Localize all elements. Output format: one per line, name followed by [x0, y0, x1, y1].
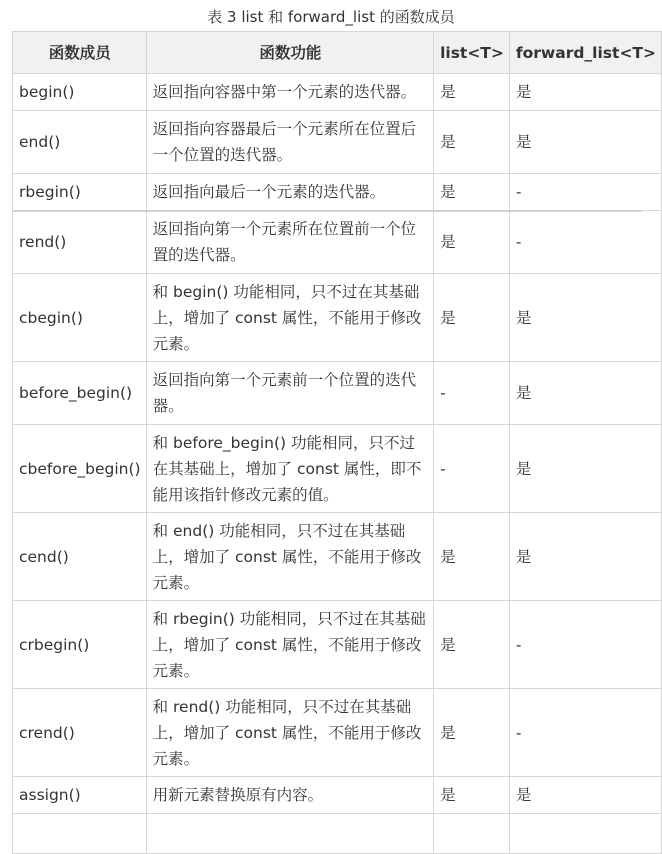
- table-caption: 表 3 list 和 forward_list 的函数成员: [207, 8, 455, 26]
- forward-list-support: 是: [509, 777, 661, 814]
- table-row: [13, 74, 662, 111]
- member-description-cut: [146, 814, 433, 854]
- row-separator: [12, 210, 642, 212]
- forward-list-support: -: [509, 174, 661, 211]
- header-member: 函数成员: [13, 32, 147, 74]
- header-list: list<T>: [434, 32, 510, 74]
- table-row: [13, 689, 662, 777]
- list-support: 是: [434, 601, 510, 689]
- member-description: 返回指向第一个元素前一个位置的迭代器。: [146, 362, 433, 425]
- header-function: 函数功能: [146, 32, 433, 74]
- member-name: cbefore_begin(): [13, 425, 147, 513]
- list-support: 是: [434, 111, 510, 174]
- member-name: rbegin(): [13, 174, 147, 211]
- table-row-partial: [13, 814, 662, 854]
- forward-list-support: 是: [509, 425, 661, 513]
- list-support: 是: [434, 777, 510, 814]
- member-name: before_begin(): [13, 362, 147, 425]
- header-forward-list: forward_list<T>: [509, 32, 661, 74]
- member-description: 用新元素替换原有内容。: [146, 777, 433, 814]
- member-name: begin(): [13, 74, 147, 111]
- forward-list-support: 是: [509, 513, 661, 601]
- member-description: 返回指向容器中第一个元素的迭代器。: [146, 74, 433, 111]
- table-row: [13, 425, 662, 513]
- forward-list-support: 是: [509, 74, 661, 111]
- member-description: 返回指向容器最后一个元素所在位置后一个位置的迭代器。: [146, 111, 433, 174]
- forward-list-support: -: [509, 211, 661, 274]
- list-support: 是: [434, 689, 510, 777]
- member-description: 和 end() 功能相同，只不过在其基础上，增加了 const 属性，不能用于修改元素。: [146, 513, 433, 601]
- table-row: [13, 211, 662, 274]
- forward-list-support: 是: [509, 362, 661, 425]
- table-row: [13, 111, 662, 174]
- member-description: 和 rend() 功能相同，只不过在其基础上，增加了 const 属性，不能用于修改元素。: [146, 689, 433, 777]
- table-row: [13, 601, 662, 689]
- member-name: rend(): [13, 211, 147, 274]
- forward-list-support: -: [509, 689, 661, 777]
- list-support: -: [434, 362, 510, 425]
- member-name: assign(): [13, 777, 147, 814]
- table-row: [13, 777, 662, 814]
- list-support: 是: [434, 513, 510, 601]
- member-name-cut: [13, 814, 147, 854]
- member-functions-table: [12, 31, 662, 854]
- list-support: 是: [434, 74, 510, 111]
- member-name: crend(): [13, 689, 147, 777]
- forward-list-support: 是: [509, 111, 661, 174]
- member-description: 返回指向第一个元素所在位置前一个位置的迭代器。: [146, 211, 433, 274]
- member-description: 和 before_begin() 功能相同，只不过在其基础上，增加了 const 属性，即不能用该指针修改元素的值。: [146, 425, 433, 513]
- table-row: [13, 513, 662, 601]
- forward-list-support: -: [509, 601, 661, 689]
- table-header-row: [13, 32, 662, 74]
- table-row: [13, 274, 662, 362]
- list-support: -: [434, 425, 510, 513]
- table-row: [13, 174, 662, 211]
- list-support: 是: [434, 211, 510, 274]
- member-name: cend(): [13, 513, 147, 601]
- table-row: [13, 362, 662, 425]
- list-support: 是: [434, 274, 510, 362]
- member-description: 和 rbegin() 功能相同，只不过在其基础上，增加了 const 属性，不能用于修改元素。: [146, 601, 433, 689]
- member-description: 和 begin() 功能相同，只不过在其基础上，增加了 const 属性，不能用于修改元素。: [146, 274, 433, 362]
- forward-list-support: 是: [509, 274, 661, 362]
- member-name: cbegin(): [13, 274, 147, 362]
- member-description: 返回指向最后一个元素的迭代器。: [146, 174, 433, 211]
- member-name: end(): [13, 111, 147, 174]
- list-support-cut: [434, 814, 510, 854]
- list-support: 是: [434, 174, 510, 211]
- forward-list-support-cut: [509, 814, 661, 854]
- member-name: crbegin(): [13, 601, 147, 689]
